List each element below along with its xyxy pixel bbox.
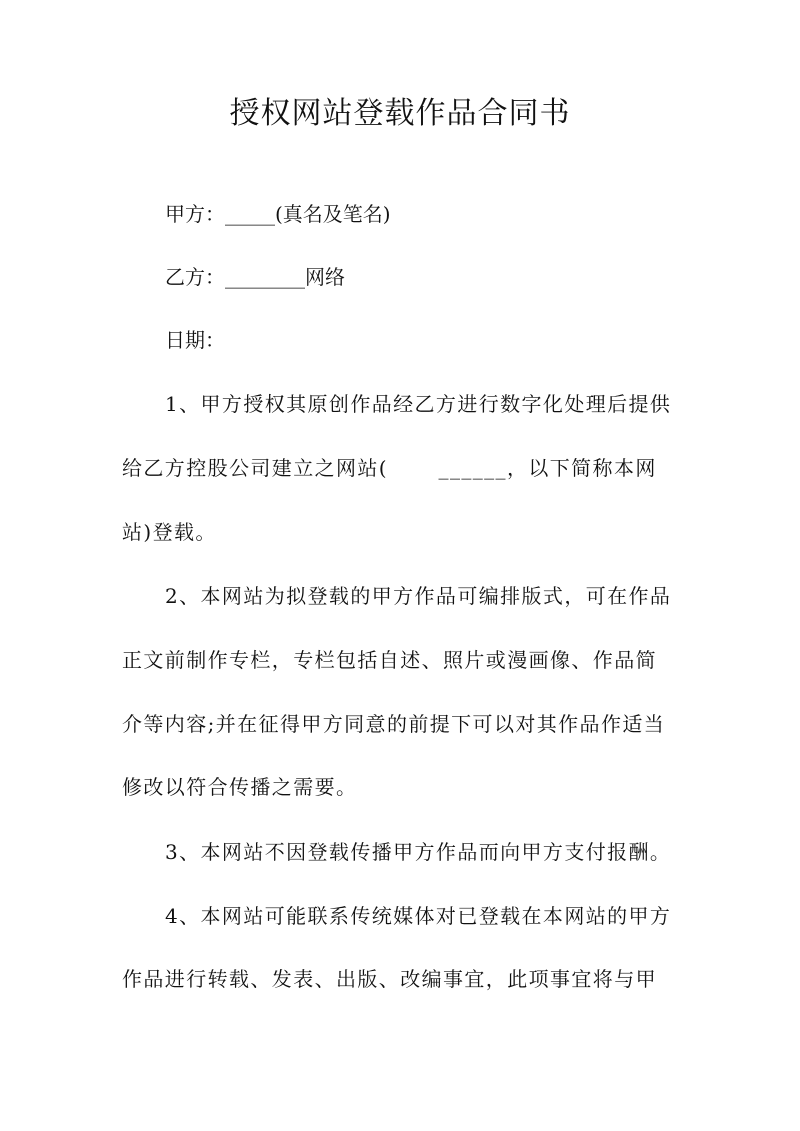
clause-1-line-2: 给乙方控股公司建立之网站( ______，以下简称本网 [122,456,657,480]
clause-3-line-1: 3、本网站不因登载传播甲方作品而向甲方支付报酬。 [165,840,672,864]
clause-2-line-1: 2、本网站为拟登载的甲方作品可编排版式，可在作品 [165,584,672,608]
clause-1-line-1: 1、甲方授权其原创作品经乙方进行数字化处理后提供 [165,392,672,416]
clause-2-line-4: 修改以符合传播之需要。 [122,775,358,799]
clause-4-line-1: 4、本网站可能联系传统媒体对已登载在本网站的甲方 [165,904,672,928]
clause-2-line-2: 正文前制作专栏，专栏包括自述、照片或漫画像、作品简 [122,648,657,672]
clause-1-line-3: 站)登载。 [122,520,217,544]
clause-4-line-2: 作品进行转载、发表、出版、改编事宜，此项事宜将与甲 [122,967,657,991]
document-title: 授权网站登载作品合同书 [229,96,571,131]
party-b-field: 乙方：________网络 [165,265,345,289]
party-a-field: 甲方：_____(真名及笔名) [165,202,391,226]
clause-2-line-3: 介等内容;并在征得甲方同意的前提下可以对其作品作适当 [122,712,666,736]
date-field: 日期： [165,328,225,352]
